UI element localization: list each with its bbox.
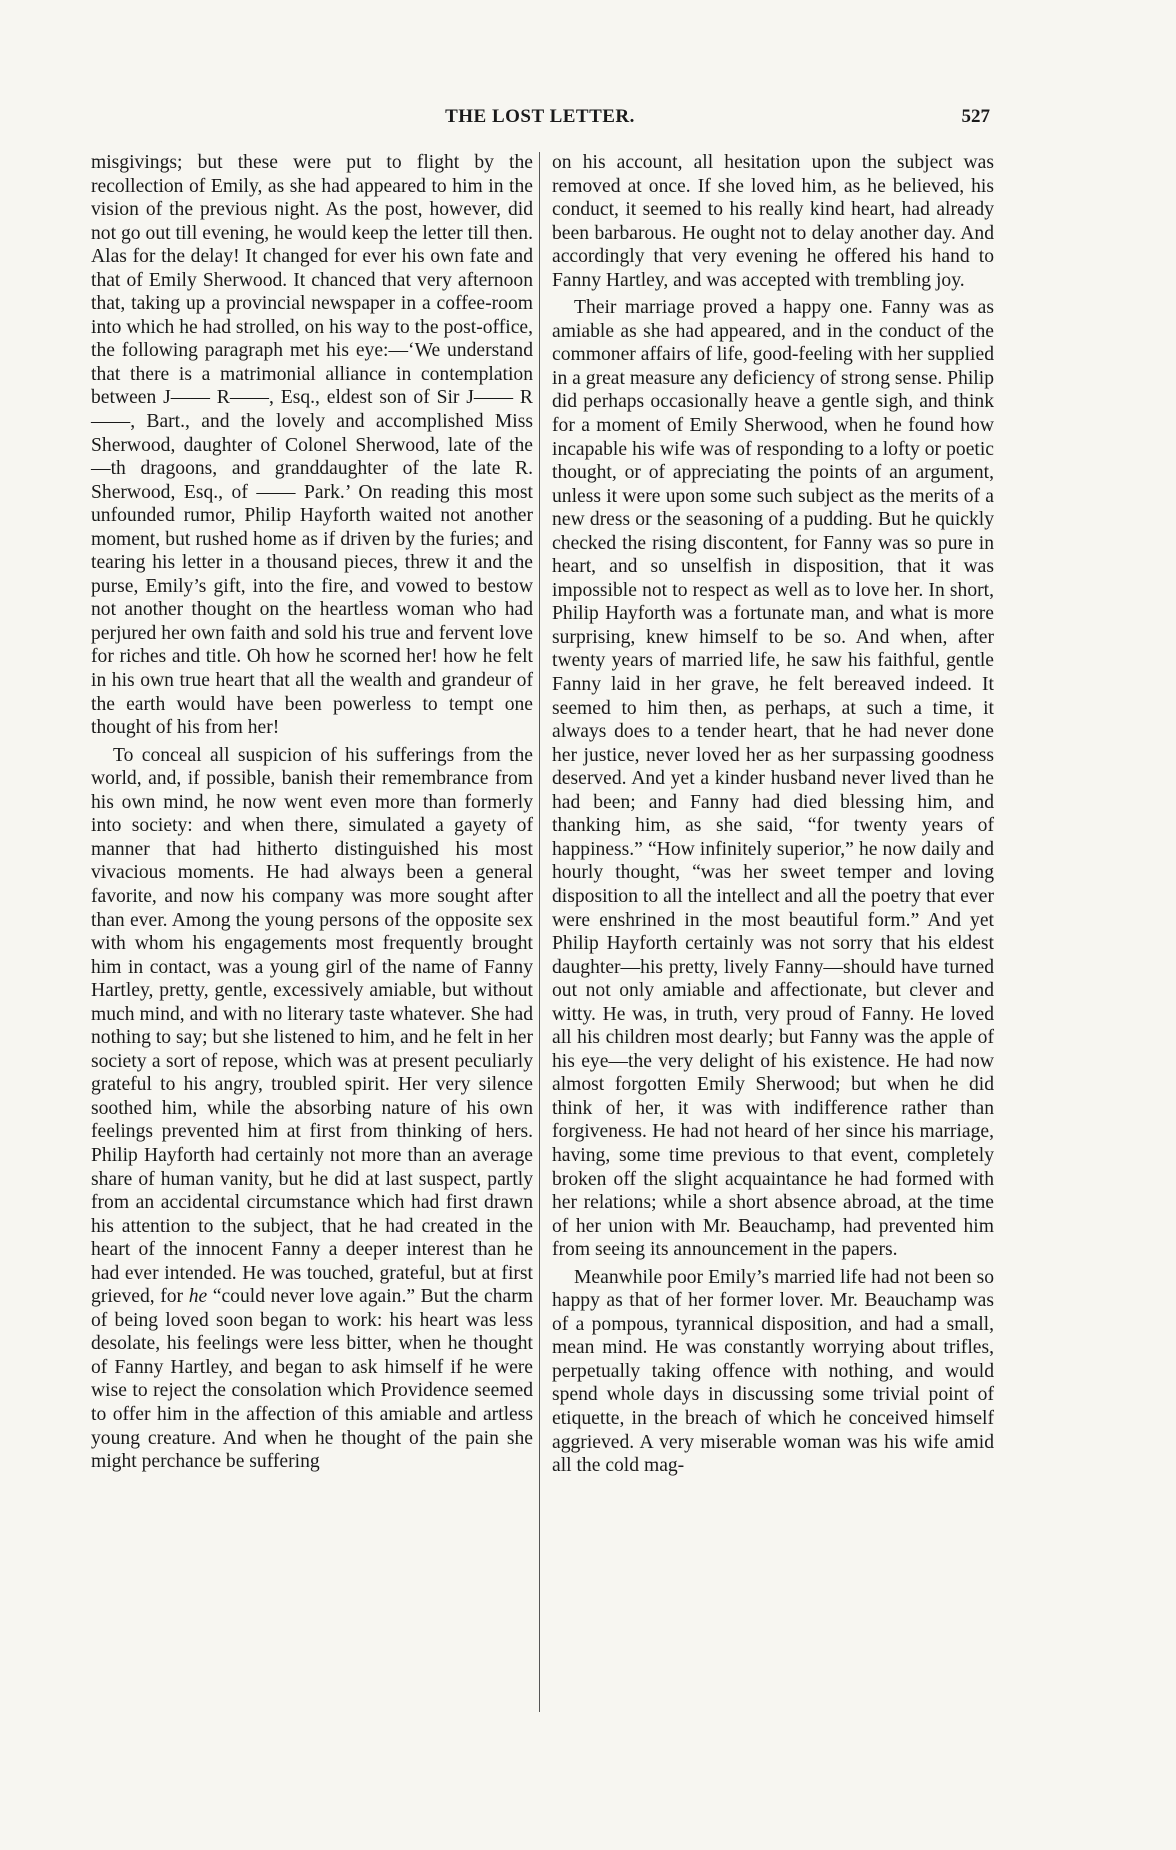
paragraph: Their marriage proved a happy one. Fanny was as amiable as she had appeared, and in the conduct of the commoner affairs of life, good-feeling with her supplied in a great measure any deficiency of strong sense. Philip did perhaps occasionally heave a gentle sigh, and think for a moment of Emily Sherwood, when he found how incapable his wife was of responding to a lofty or poetic thought, or of appreciating the points of an argument, unless it were upon some such subject as the merits of a new dress or the seasoning of a pudding. But he quickly checked the rising discontent, for Fanny was so pure in heart, and so unselfish in disposition, that it was impossible not to respect as well as to love her. In short, Philip Hayforth was a fortunate man, and what is more surprising, knew himself to be so. And when, after twenty years of married life, he saw his faithful, gentle Fanny laid in her grave, he felt bereaved indeed. It seemed to him then, as perhaps, at such a time, it always does to a tender heart, that he had never done her justice, never loved her as her surpassing goodness deserved. And yet a kinder husband never lived than he had been; and Fanny had died blessing him, and thanking him, as she said, “for twenty years of happiness.” “How infinitely superior,” he now daily and hourly thought, “was her sweet temper and loving disposition to all the intellect and all the poetry that ever were enshrined in the most beautiful form.” And yet Philip Hayforth certainly was not sorry that his eldest daughter—his pretty, lively Fanny—should have turned out not only amiable and affectionate, but clever and witty. He was, in truth, very proud of Fanny. He loved all his children most dearly; but Fanny was the apple of his eye—the very delight of his existence. He had now almost forgotten Emily Sherwood; but when he did think of her, it was with indifference rather than forgiveness. He had not heard of her since his marriage, having, some time previous to that event, completely broken off the slight acquaintance he had formed with her relations; while a short absence abroad, at the time of her union with Mr. Beauchamp, had prevented him from seeing its announcement in the papers. <box>552 297 994 1261</box>
page-header <box>90 106 990 136</box>
emphasis-text: he <box>188 1286 208 1308</box>
paragraph: misgivings; but these were put to flight by the recollection of Emily, as she had appeared to him in the vision of the previous night. As the post, however, did not go out till evening, he would keep the letter till then. Alas for the delay! It changed for ever his own fate and that of Emily Sherwood. It chanced that very afternoon that, taking up a provincial newspaper in a coffee-room into which he had strolled, on his way to the post-office, the following paragraph met his eye:—‘We understand that there is a matrimonial alliance in contemplation between J—— R——, Esq., eldest son of Sir J—— R——, Bart., and the lovely and accomplished Miss Sherwood, daughter of Colonel Sherwood, late of the —th dragoons, and granddaughter of the late R. Sherwood, Esq., of —— Park.’ On reading this most unfounded rumor, Philip Hayforth waited not another moment, but rushed home as if driven by the furies; and tearing his letter in a thousand pieces, threw it and the purse, Emily’s gift, into the fire, and vowed to bestow not another thought on the heartless woman who had perjured her own faith and sold his true and fervent love for riches and title. Oh how he scorned her! how he felt in his own true heart that all the wealth and grandeur of the earth would have been powerless to tempt one thought of his from her! <box>91 152 533 739</box>
left-column <box>91 151 533 1474</box>
page-number: 527 <box>961 106 990 127</box>
column-divider <box>539 152 540 1712</box>
running-title: THE LOST LETTER. <box>445 106 635 127</box>
paragraph-text: “could never love again.” But the charm of being loved soon began to work: his heart was less desolate, his feelings were less bitter, when he thought of Fanny Hartley, and began to ask himself if he were wise to reject the consolation which Providence seemed to offer him in the affection of this amiable and artless young creature. And when he thought of the pain she might perchance be suffering <box>91 1286 534 1473</box>
paragraph: Meanwhile poor Emily’s married life had not been so happy as that of her former lover. Mr. Beauchamp was of a pompous, tyrannical disposition, and had a small, mean mind. He was constantly worrying about trifles, perpetually taking offence with nothing, and would spend whole days in discussing some trivial point of etiquette, in the breach of which he conceived himself aggrieved. A very miserable woman was his wife amid all the cold mag- <box>552 1266 994 1477</box>
paragraph-text: To conceal all suspicion of his sufferings from the world, and, if possible, banish their remembrance from his own mind, he now went even more than formerly into society: and when there, simulated a gayety of manner that had hitherto distinguished his most vivacious moments. He had always been a general favorite, and now his company was more sought after than ever. Among the young persons of the opposite sex with whom his engagements most frequently brought him in contact, was a young girl of the name of Fanny Hartley, pretty, gentle, excessively amiable, but without much mind, and with no literary taste whatever. She had nothing to say; but she listened to him, and he felt in her society a sort of repose, which was at present peculiarly grateful to his angry, troubled spirit. Her very silence soothed him, while the absorbing nature of his own feelings prevented him at first from thinking of hers. Philip Hayforth had certainly not more than an average share of human vanity, but he did at last suspect, partly from an accidental circumstance which had first drawn his attention to the subject, that he had created in the heart of the innocent Fanny a deeper interest than he had ever intended. He was touched, grateful, but at first grieved, for <box>91 744 533 1308</box>
paragraph <box>91 744 533 1474</box>
right-column <box>552 151 994 1478</box>
paragraph: on his account, all hesitation upon the subject was removed at once. If she loved him, as he believed, his conduct, it seemed to his really kind heart, had already been barbarous. He ought not to delay another day. And accordingly that very evening he offered his hand to Fanny Hartley, and was accepted with trembling joy. <box>552 152 994 291</box>
